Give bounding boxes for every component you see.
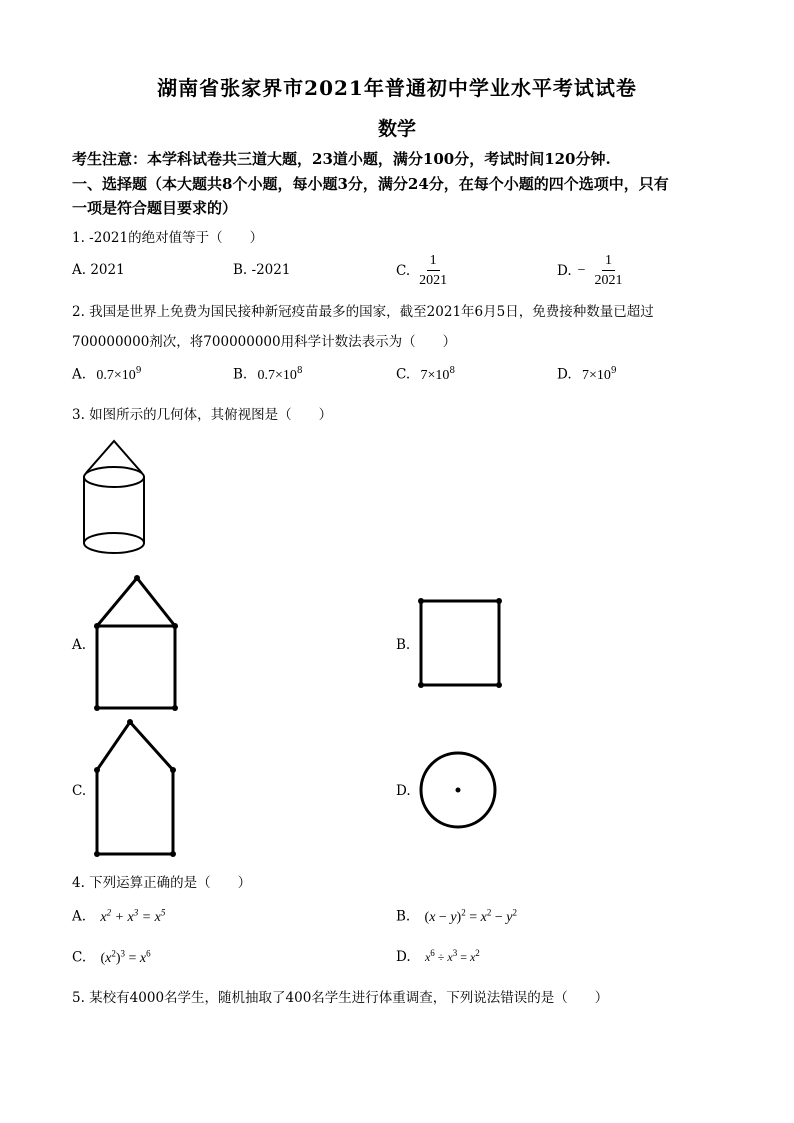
- q1-option-c-label: C.: [396, 262, 411, 279]
- q2-option-d-label: D.: [557, 366, 572, 383]
- q1-option-c-numerator: 1: [427, 253, 440, 271]
- q4-option-c-label: C.: [72, 949, 87, 966]
- q1-option-d: [557, 253, 626, 289]
- q3-option-b-figure: [418, 598, 504, 690]
- q4-option-c-expression: $(x^2)^3 = x^6$: [100, 948, 151, 966]
- q1-option-c: [396, 253, 450, 289]
- q4-option-d-label: D.: [396, 949, 411, 965]
- q5-stem: 5. 某校有4000名学生，随机抽取了400名学生进行体重调查，下列说法错误的是（ ）: [72, 990, 609, 1006]
- q3-stem: 3. 如图所示的几何体，其俯视图是（ ）: [72, 407, 333, 423]
- q2-option-d-base: 7×10: [581, 367, 611, 383]
- q4-option-d: [396, 948, 480, 965]
- section1-header-line1: 一、选择题（本大题共8个小题，每小题3分，满分24分，在每个小题的四个选项中，只有: [72, 175, 669, 193]
- q2-option-d-exponent: 9: [610, 366, 617, 376]
- q2-option-c: [396, 366, 455, 384]
- q4-option-d-expression: $x^6 \div x^3 = x^2$: [424, 948, 480, 964]
- q2-option-a: [72, 366, 141, 384]
- q3-option-a-label: A.: [72, 637, 87, 653]
- q1-option-c-fraction: [416, 253, 450, 289]
- q4-option-a-expression: $x^2 + x^3 = x^5$: [100, 907, 166, 925]
- q2-stem-line2: 700000000剂次，将700000000用科学计数法表示为（ ）: [72, 334, 457, 350]
- q2-option-a-base: 0.7×10: [96, 367, 136, 383]
- q2-option-b-exponent: 8: [296, 366, 303, 376]
- q3-solid-figure: [80, 437, 150, 557]
- q4-option-b: [396, 907, 517, 926]
- q3-option-a-figure: [92, 574, 180, 714]
- q4-option-a: [72, 907, 165, 926]
- q1-option-d-denominator: 2021: [594, 273, 623, 289]
- q4-option-a-label: A.: [72, 908, 87, 925]
- q2-option-d: [557, 366, 617, 384]
- q2-option-a-exponent: 9: [135, 366, 142, 376]
- q4-option-b-label: B.: [396, 908, 411, 925]
- exam-title: 湖南省张家界市2021年普通初中学业水平考试试卷: [157, 76, 637, 100]
- q1-option-d-minus: −: [577, 262, 586, 278]
- q1-option-b: B. -2021: [233, 262, 291, 278]
- q1-option-d-fraction: [592, 253, 626, 289]
- q4-option-b-expression: $(x - y)^2 = x^2 - y^2$: [424, 907, 517, 925]
- q1-option-a: A. 2021: [72, 262, 125, 278]
- q2-option-c-exponent: 8: [449, 366, 456, 376]
- section1-header-line2: 一项是符合题目要求的）: [72, 199, 238, 217]
- q3-option-b-label: B.: [396, 637, 411, 653]
- q1-option-c-denominator: 2021: [419, 273, 448, 289]
- q2-option-b: [233, 366, 303, 384]
- q1-option-d-label: D.: [557, 262, 572, 279]
- subject-title: 数学: [377, 118, 416, 140]
- q2-stem-line1: 2. 我国是世界上免费为国民接种新冠疫苗最多的国家，截至2021年6月5日，免费接种数量已超过: [72, 304, 654, 320]
- q2-option-b-label: B.: [233, 366, 248, 383]
- q3-option-c-label: C.: [72, 783, 87, 799]
- q1-stem: 1. -2021的绝对值等于（ ）: [72, 230, 264, 246]
- q2-option-c-label: C.: [396, 366, 411, 383]
- q3-option-d-figure: [418, 750, 500, 832]
- q4-option-c: [72, 948, 151, 967]
- q3-option-c-figure: [92, 718, 180, 860]
- q2-option-a-label: A.: [72, 366, 87, 383]
- q1-option-d-numerator: 1: [602, 253, 615, 271]
- q2-option-b-base: 0.7×10: [257, 367, 297, 383]
- q4-stem: 4. 下列运算正确的是（ ）: [72, 875, 252, 891]
- q3-option-d-label: D.: [396, 783, 411, 799]
- q2-option-c-base: 7×10: [420, 367, 450, 383]
- exam-notice: 考生注意：本学科试卷共三道大题，23道小题，满分100分，考试时间120分钟.: [72, 150, 611, 168]
